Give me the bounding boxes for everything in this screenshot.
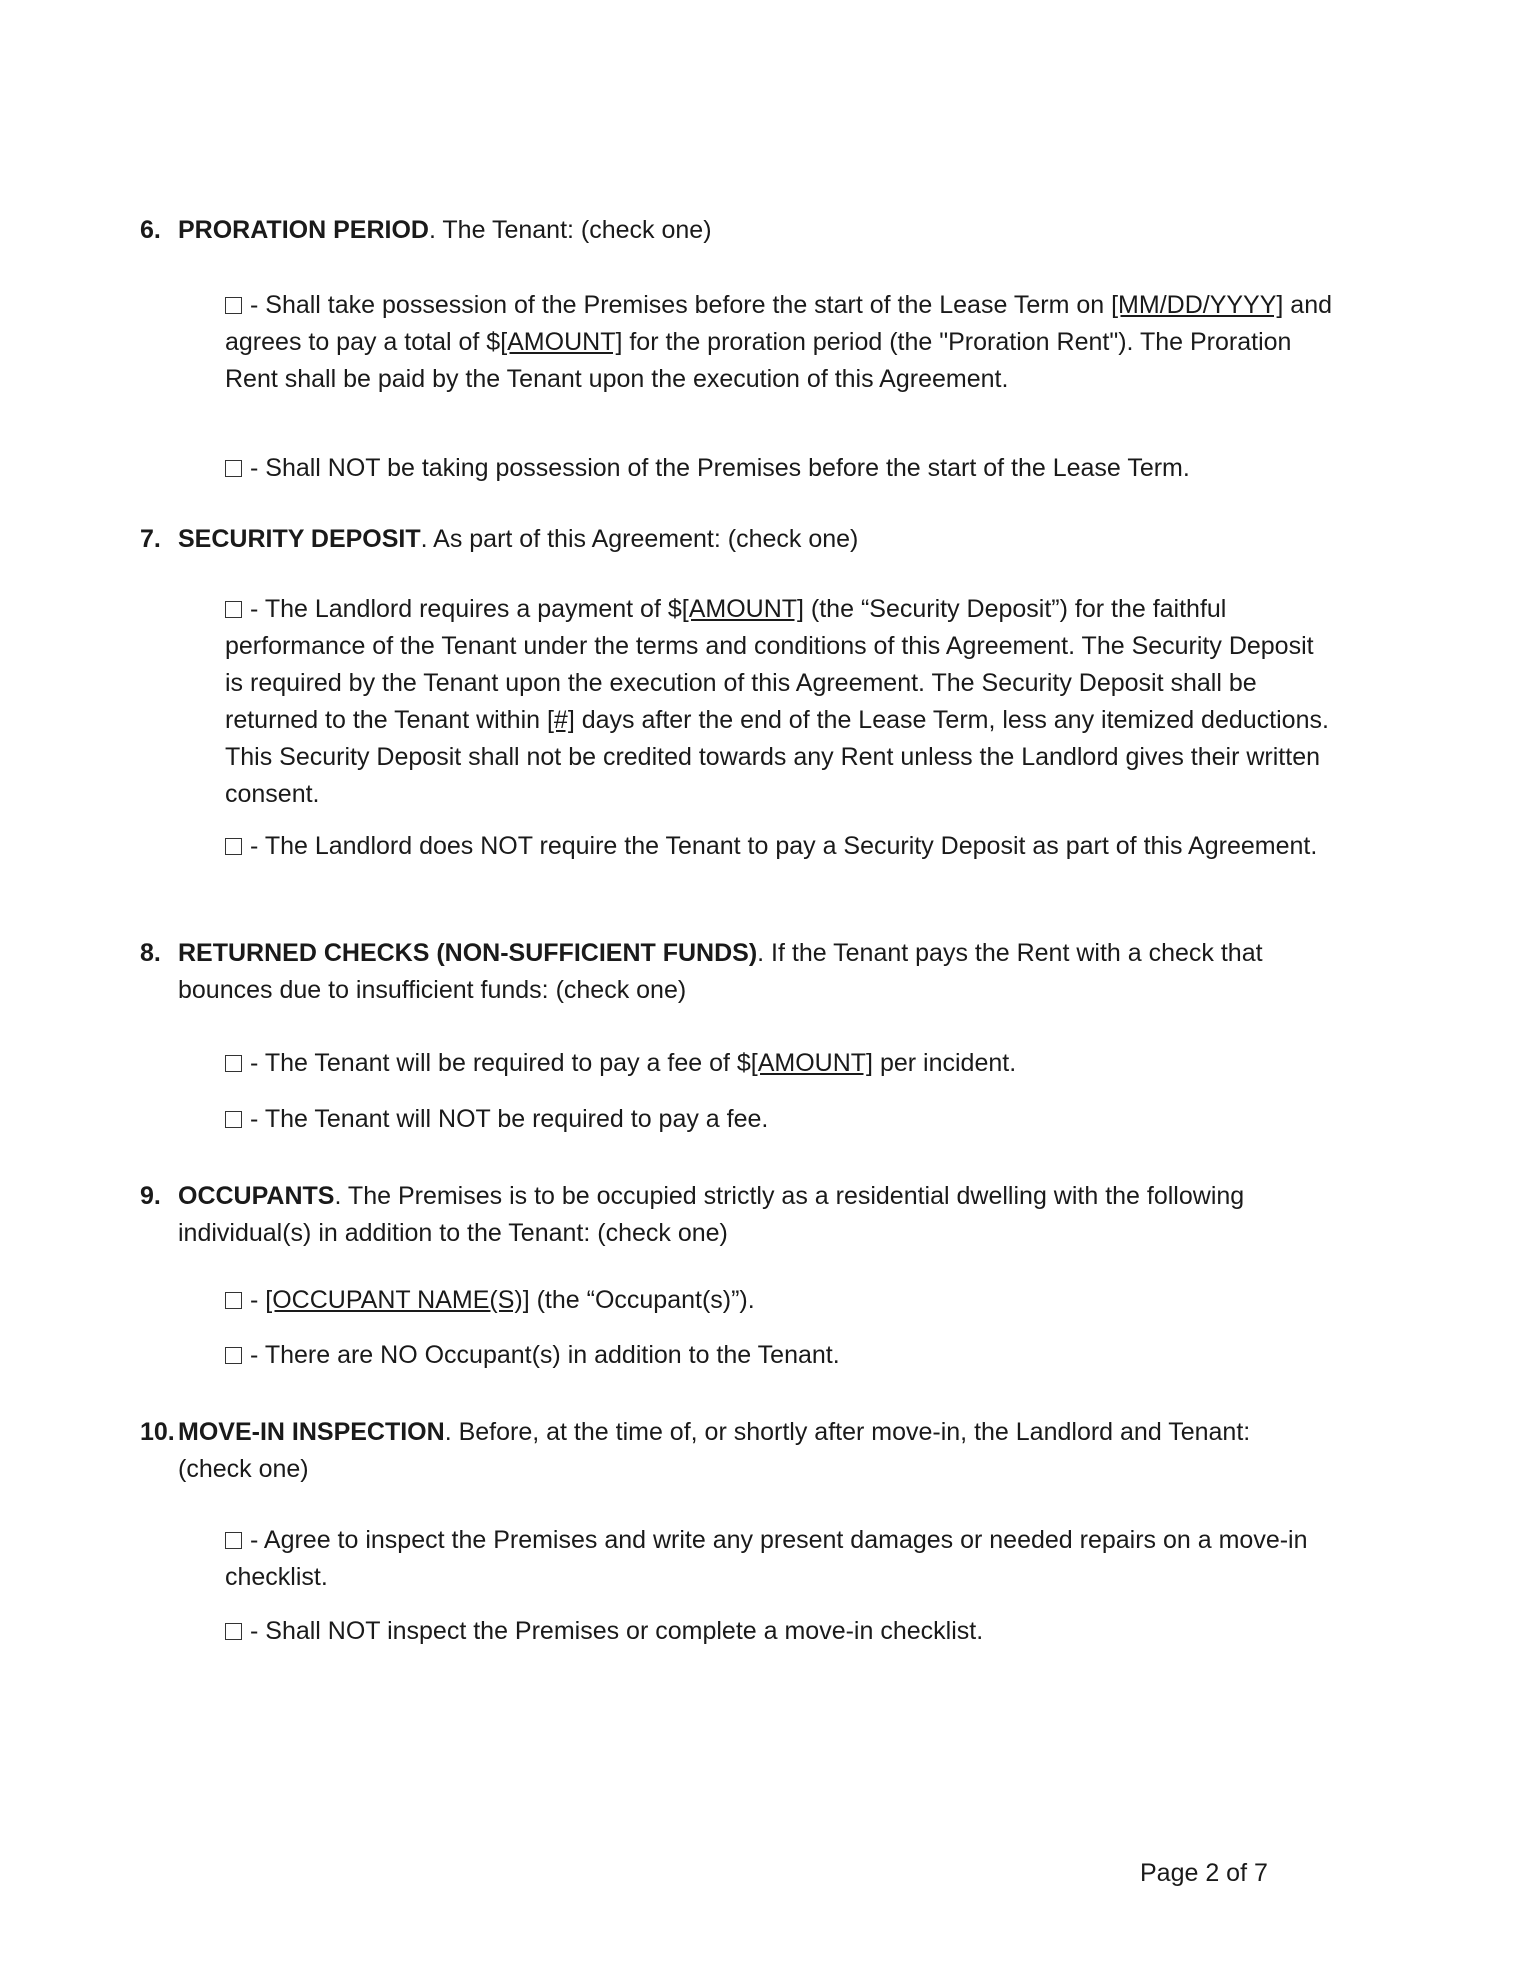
option-text: (the “Security Deposit”) for the faithful performance of the Tenant under the terms and conditions of this Agreement. The Security Deposit is required by the Tenant upon the execution of this Agreement. The Security Deposit shall be returned to the Tenant within (225, 595, 1314, 734)
section-9-option-2 (225, 1337, 1335, 1374)
section-8-option-1 (225, 1045, 1335, 1082)
checkbox[interactable] (225, 838, 242, 855)
section-10-option-2 (225, 1613, 1335, 1650)
fill-in-blank: [MM/DD/YYYY] (1111, 291, 1284, 319)
section-9-option-1 (225, 1282, 1335, 1319)
checkbox[interactable] (225, 1055, 242, 1072)
option-text: per incident. (873, 1049, 1017, 1077)
checkbox[interactable] (225, 1532, 242, 1549)
section-number: 6. (140, 216, 161, 244)
section-6-option-2 (225, 450, 1335, 487)
option-text: - Shall NOT be taking possession of the Premises before the start of the Lease Term. (250, 454, 1190, 482)
section-9-heading (140, 1178, 1328, 1252)
section-title: PRORATION PERIOD (178, 216, 429, 244)
section-8-option-2 (225, 1101, 1335, 1138)
checkbox[interactable] (225, 297, 242, 314)
option-text: - Shall NOT inspect the Premises or complete a move-in checklist. (250, 1617, 984, 1645)
option-text: - The Landlord does NOT require the Tenant to pay a Security Deposit as part of this Agreement. (250, 832, 1318, 860)
fill-in-blank: [AMOUNT] (500, 328, 623, 356)
fill-in-blank: [AMOUNT] (681, 595, 804, 623)
checkbox[interactable] (225, 1623, 242, 1640)
option-text: - (250, 1286, 266, 1314)
section-6-option-1 (225, 287, 1335, 398)
checkbox[interactable] (225, 1292, 242, 1309)
section-intro: . If the Tenant pays the Rent with a check that bounces due to insufficient funds: (check one) (178, 939, 1263, 1004)
checkbox[interactable] (225, 1347, 242, 1364)
checkbox[interactable] (225, 1111, 242, 1128)
section-intro: . Before, at the time of, or shortly after move-in, the Landlord and Tenant: (check one) (178, 1418, 1251, 1483)
fill-in-blank: [#] (546, 706, 575, 734)
fill-in-blank: [OCCUPANT NAME(S)] (265, 1286, 530, 1314)
section-number: 9. (140, 1182, 161, 1210)
section-6-heading (140, 212, 1328, 249)
section-number: 8. (140, 939, 161, 967)
section-intro: . As part of this Agreement: (check one) (420, 525, 859, 553)
option-text: - Agree to inspect the Premises and write any present damages or needed repairs on a move-in checklist. (225, 1526, 1308, 1591)
option-text: (the “Occupant(s)”). (529, 1286, 755, 1314)
section-10-heading (140, 1414, 1328, 1488)
section-title: RETURNED CHECKS (NON-SUFFICIENT FUNDS) (178, 939, 758, 967)
section-7-option-2 (225, 828, 1335, 865)
section-intro: . The Tenant: (check one) (428, 216, 712, 244)
fill-in-blank: [AMOUNT] (750, 1049, 873, 1077)
option-text: - There are NO Occupant(s) in addition to the Tenant. (250, 1341, 840, 1369)
section-number: 7. (140, 525, 161, 553)
section-intro: . The Premises is to be occupied strictly as a residential dwelling with the following individual(s) in addition to the Tenant: (check one) (178, 1182, 1245, 1247)
checkbox[interactable] (225, 460, 242, 477)
option-text: days after the end of the Lease Term, less any itemized deductions. This Security Deposit shall not be credited towards any Rent unless the Landlord gives their written consent. (225, 706, 1329, 808)
section-number: 10. (140, 1418, 175, 1446)
section-title: OCCUPANTS (178, 1182, 335, 1210)
option-text: - The Tenant will NOT be required to pay a fee. (250, 1105, 769, 1133)
page-number: Page 2 of 7 (1140, 1859, 1268, 1887)
option-text: - The Tenant will be required to pay a fee of $ (250, 1049, 751, 1077)
option-text: for the proration period (the "Proration Rent"). The Proration Rent shall be paid by the Tenant upon the execution of this Agreement. (225, 328, 1292, 393)
section-8-heading (140, 935, 1328, 1009)
section-title: MOVE-IN INSPECTION (178, 1418, 445, 1446)
section-10-option-1 (225, 1522, 1335, 1596)
option-text: - Shall take possession of the Premises before the start of the Lease Term on (250, 291, 1112, 319)
option-text: and agrees to pay a total of $ (225, 291, 1333, 356)
checkbox[interactable] (225, 601, 242, 618)
section-7-option-1 (225, 591, 1335, 813)
option-text: - The Landlord requires a payment of $ (250, 595, 682, 623)
section-title: SECURITY DEPOSIT (178, 525, 421, 553)
section-7-heading (140, 521, 1328, 558)
